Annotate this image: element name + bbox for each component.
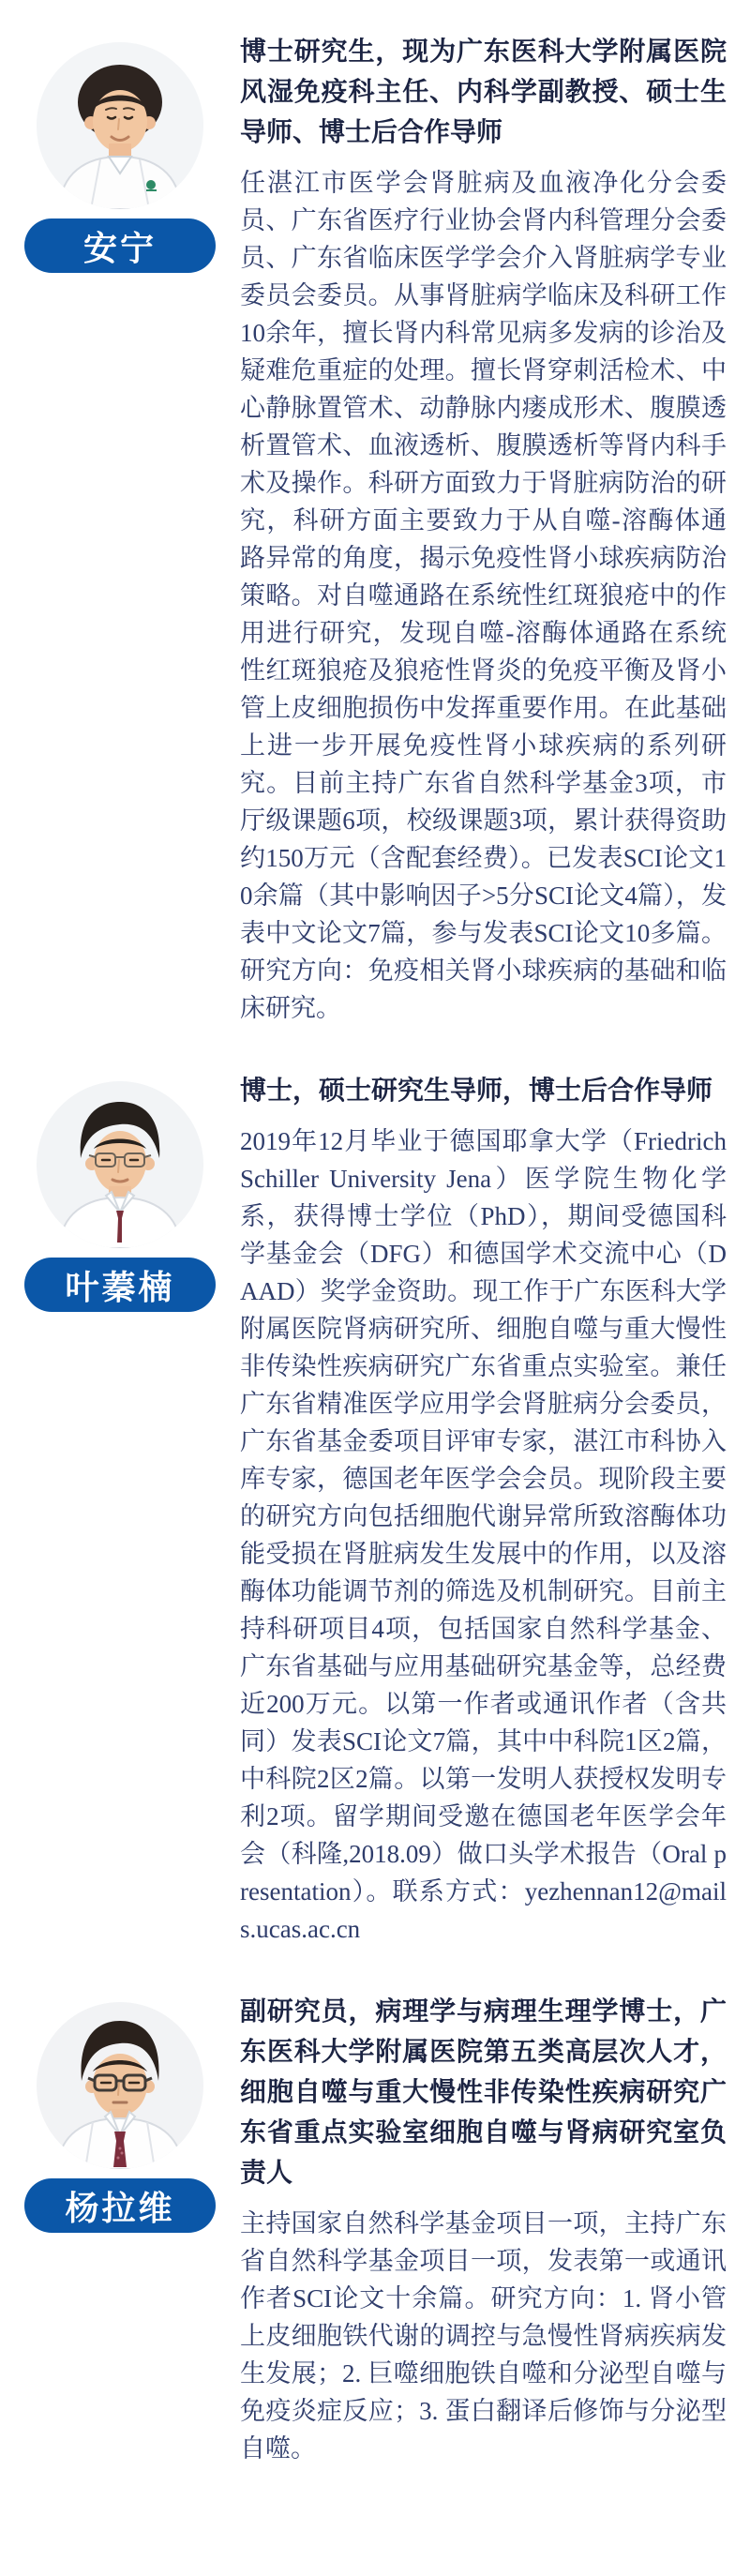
profile-text-column: [240, 31, 727, 1027]
profile-photo-column: [0, 1991, 240, 2233]
male-doctor-glasses-illustration: [37, 1081, 203, 1248]
doctor-name: 叶蓁楠: [65, 1267, 175, 1306]
female-doctor-illustration: [37, 42, 203, 209]
doctor-title-heading: 博士，硕士研究生导师，博士后合作导师: [240, 1076, 713, 1105]
doctor-name: 安宁: [82, 228, 157, 267]
doctor-biography: 任湛江市医学会肾脏病及血液净化分会委员、广东省医疗行业协会肾内科管理分会委员、广东省临床医学学会介入肾脏病学专业委员会委员。从事肾脏病学临床及科研工作10余年，擅长肾内科常见病多发病的诊治及疑难危重症的处理。擅长肾穿刺活检术、中心静脉置管术、动静脉内瘘成形术、腹膜透析置管术、血液透析、腹膜透析等肾内科手术及操作。科研方面致力于肾脏病防治的研究，科研方面主要致力于从自噬-溶酶体通路异常的角度，揭示免疫性肾小球疾病防治策略。对自噬通路在系统性红斑狼疮中的作用进行研究，发现自噬-溶酶体通路在系统性红斑狼疮及狼疮性肾炎的免疫平衡及肾小管上皮细胞损伤中发挥重要作用。在此基础上进一步开展免疫性肾小球疾病的系列研究。目前主持广东省自然科学基金3项，市厅级课题6项，校级课题3项，累计获得资助约150万元（含配套经费）。已发表SCI论文10余篇（其中影响因子>5分SCI论文4篇），发表中文论文7篇，参与发表SCI论文10多篇。研究方向：免疫相关肾小球疾病的基础和临床研究。: [240, 169, 727, 1022]
doctor-title-heading: 副研究员，病理学与病理生理学博士，广东医科大学附属医院第五类高层次人才，细胞自噬与重大慢性非传染性疾病研究广东省重点实验室细胞自噬与肾病研究室负责人: [240, 1996, 727, 2187]
doctor-name: 杨拉维: [65, 2188, 175, 2227]
doctor-portrait-photo: [37, 2002, 203, 2169]
profile-text-column: [240, 1991, 727, 2467]
profile-card-an-ning: [0, 31, 727, 1027]
doctor-portrait-photo: [37, 42, 203, 209]
male-doctor-tie-illustration: [37, 2002, 203, 2169]
profile-photo-column: [0, 1070, 240, 1312]
doctor-biography: 2019年12月毕业于德国耶拿大学（Friedrich Schiller University Jena）医学院生物化学系，获得博士学位（PhD），期间受德国科学基金会（DFG）和德国学术交流中心（DAAD）奖学金资助。现工作于广东医科大学附属医院肾病研究所、细胞自噬与重大慢性非传染性疾病研究广东省重点实验室。兼任广东省精准医学应用学会肾脏病分会委员，广东省基金委项目评审专家，湛江市科协入库专家，德国老年医学会会员。现阶段主要的研究方向包括细胞代谢异常所致溶酶体功能受损在肾脏病发生发展中的作用，以及溶酶体功能调节剂的筛选及机制研究。目前主持科研项目4项，包括国家自然科学基金、广东省基础与应用基础研究基金等，总经费近200万元。以第一作者或通讯作者（含共同）发表SCI论文7篇，其中中科院1区2篇，中科院2区2篇。以第一发明人获授权发明专利2项。留学期间受邀在德国老年医学会年会（科隆,2018.09）做口头学术报告（Oral presentation）。联系方式：yezhennan12@mails.ucas.ac.cn: [240, 1127, 727, 1943]
profile-photo-column: [0, 31, 240, 273]
name-badge: [24, 2178, 216, 2233]
name-badge: [24, 218, 216, 273]
name-badge: [24, 1258, 216, 1312]
profile-text-column: [240, 1070, 727, 1948]
doctor-portrait-photo: [37, 1081, 203, 1248]
doctor-biography: 主持国家自然科学基金项目一项，主持广东省自然科学基金项目一项，发表第一或通讯作者SCI论文十余篇。研究方向：1. 肾小管上皮细胞铁代谢的调控与急慢性肾病疾病发生发展；2. 巨噬细胞铁自噬和分泌型自噬与免疫炎症反应；3. 蛋白翻译后修饰与分泌型自噬。: [240, 2209, 727, 2463]
profile-card-ye-zhennan: [0, 1070, 727, 1948]
doctor-title-heading: 博士研究生，现为广东医科大学附属医院风湿免疫科主任、内科学副教授、硕士生导师、博士后合作导师: [240, 37, 727, 146]
profile-card-yang-lawei: [0, 1991, 727, 2467]
